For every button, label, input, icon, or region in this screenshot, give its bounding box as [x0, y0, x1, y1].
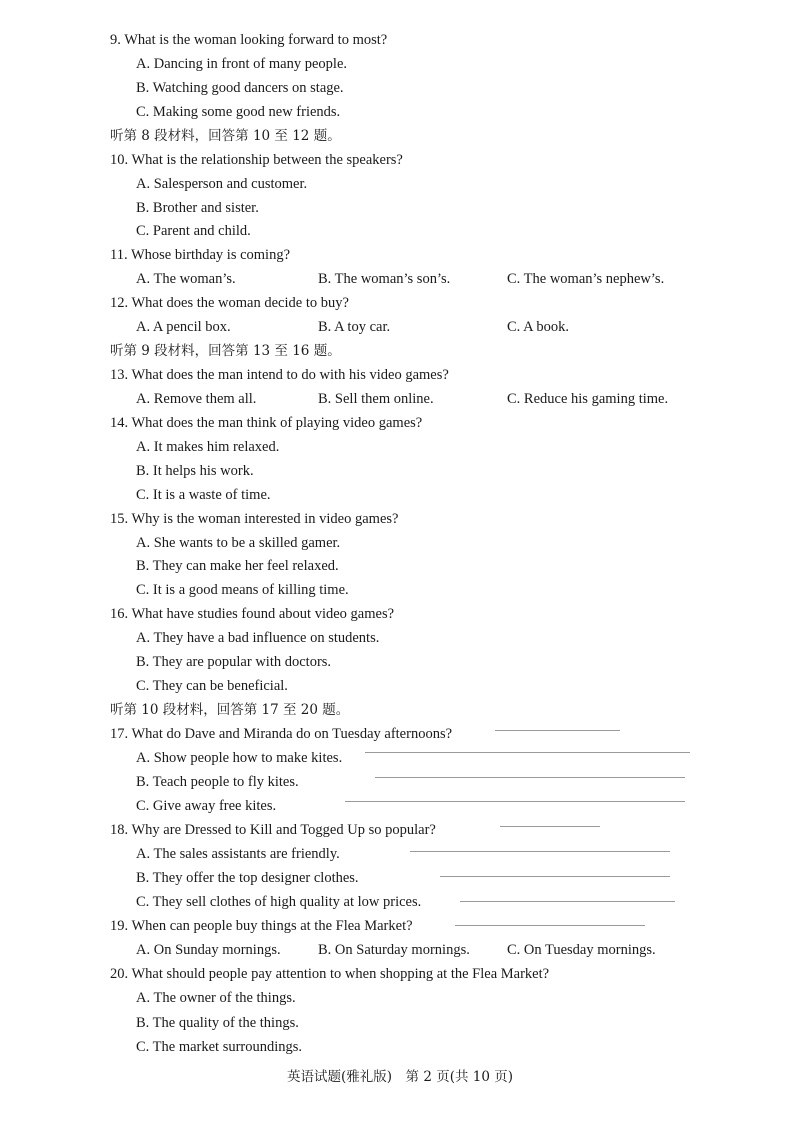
question-9-option-c: C. Making some good new friends. [136, 104, 341, 120]
scan-artifact-line [455, 925, 645, 926]
scan-artifact-line [440, 876, 670, 877]
question-11-option-c: C. The woman’s nephew’s. [507, 271, 665, 287]
question-10-option-a: A. Salesperson and customer. [136, 176, 308, 192]
question-13-option-a: A. Remove them all. [136, 391, 257, 407]
question-18: 18. Why are Dressed to Kill and Togged Up so popular? [110, 822, 436, 838]
question-14-option-b: B. It helps his work. [136, 463, 254, 479]
question-16-option-c: C. They can be beneficial. [136, 678, 288, 694]
page-footer: 英语试题(雅礼版) 第 2 页(共 10 页) [287, 1069, 513, 1085]
question-11: 11. Whose birthday is coming? [110, 247, 291, 263]
question-17-option-b: B. Teach people to fly kites. [136, 774, 299, 790]
question-13-option-c: C. Reduce his gaming time. [507, 391, 669, 407]
question-14: 14. What does the man think of playing video games? [110, 415, 423, 431]
question-16-option-a: A. They have a bad influence on students. [136, 630, 380, 646]
question-18-option-a: A. The sales assistants are friendly. [136, 846, 340, 862]
question-16-option-b: B. They are popular with doctors. [136, 654, 332, 670]
question-17-option-c: C. Give away free kites. [136, 798, 277, 814]
question-9-option-a: A. Dancing in front of many people. [136, 56, 348, 72]
question-20: 20. What should people pay attention to when shopping at the Flea Market? [110, 966, 550, 982]
question-10-option-c: C. Parent and child. [136, 223, 251, 239]
question-9: 9. What is the woman looking forward to most? [110, 32, 388, 48]
question-12-option-b: B. A toy car. [318, 319, 391, 335]
question-12-option-c: C. A book. [507, 319, 570, 335]
question-11-option-a: A. The woman’s. [136, 271, 236, 287]
question-13-option-b: B. Sell them online. [318, 391, 434, 407]
question-10-option-b: B. Brother and sister. [136, 200, 259, 216]
scan-artifact-line [500, 826, 600, 827]
question-14-option-c: C. It is a waste of time. [136, 487, 271, 503]
question-13: 13. What does the man intend to do with his video games? [110, 367, 449, 383]
question-15: 15. Why is the woman interested in video games? [110, 511, 399, 527]
section-heading-10: 听第 10 段材料，回答第 17 至 20 题。 [110, 702, 350, 718]
question-19: 19. When can people buy things at the Flea Market? [110, 918, 413, 934]
question-15-option-b: B. They can make her feel relaxed. [136, 558, 339, 574]
question-12: 12. What does the woman decide to buy? [110, 295, 349, 311]
question-17: 17. What do Dave and Miranda do on Tuesday afternoons? [110, 726, 453, 742]
section-heading-8: 听第 8 段材料，回答第 10 至 12 题。 [110, 128, 341, 144]
question-20-option-c: C. The market surroundings. [136, 1039, 303, 1055]
question-9-option-b: B. Watching good dancers on stage. [136, 80, 344, 96]
scan-artifact-line [375, 777, 685, 778]
question-14-option-a: A. It makes him relaxed. [136, 439, 280, 455]
question-19-option-c: C. On Tuesday mornings. [507, 942, 656, 958]
scan-artifact-line [410, 851, 670, 852]
scan-artifact-line [345, 801, 685, 802]
question-18-option-b: B. They offer the top designer clothes. [136, 870, 359, 886]
question-19-option-b: B. On Saturday mornings. [318, 942, 470, 958]
question-15-option-a: A. She wants to be a skilled gamer. [136, 535, 341, 551]
scan-artifact-line [460, 901, 675, 902]
question-12-option-a: A. A pencil box. [136, 319, 231, 335]
section-heading-9: 听第 9 段材料，回答第 13 至 16 题。 [110, 343, 341, 359]
scan-artifact-line [495, 730, 620, 731]
question-10: 10. What is the relationship between the speakers? [110, 152, 403, 168]
question-19-option-a: A. On Sunday mornings. [136, 942, 281, 958]
question-17-option-a: A. Show people how to make kites. [136, 750, 343, 766]
scan-artifact-line [365, 752, 690, 753]
question-11-option-b: B. The woman’s son’s. [318, 271, 451, 287]
question-16: 16. What have studies found about video games? [110, 606, 395, 622]
question-15-option-c: C. It is a good means of killing time. [136, 582, 349, 598]
question-20-option-b: B. The quality of the things. [136, 1015, 299, 1031]
question-18-option-c: C. They sell clothes of high quality at low prices. [136, 894, 422, 910]
question-20-option-a: A. The owner of the things. [136, 990, 296, 1006]
